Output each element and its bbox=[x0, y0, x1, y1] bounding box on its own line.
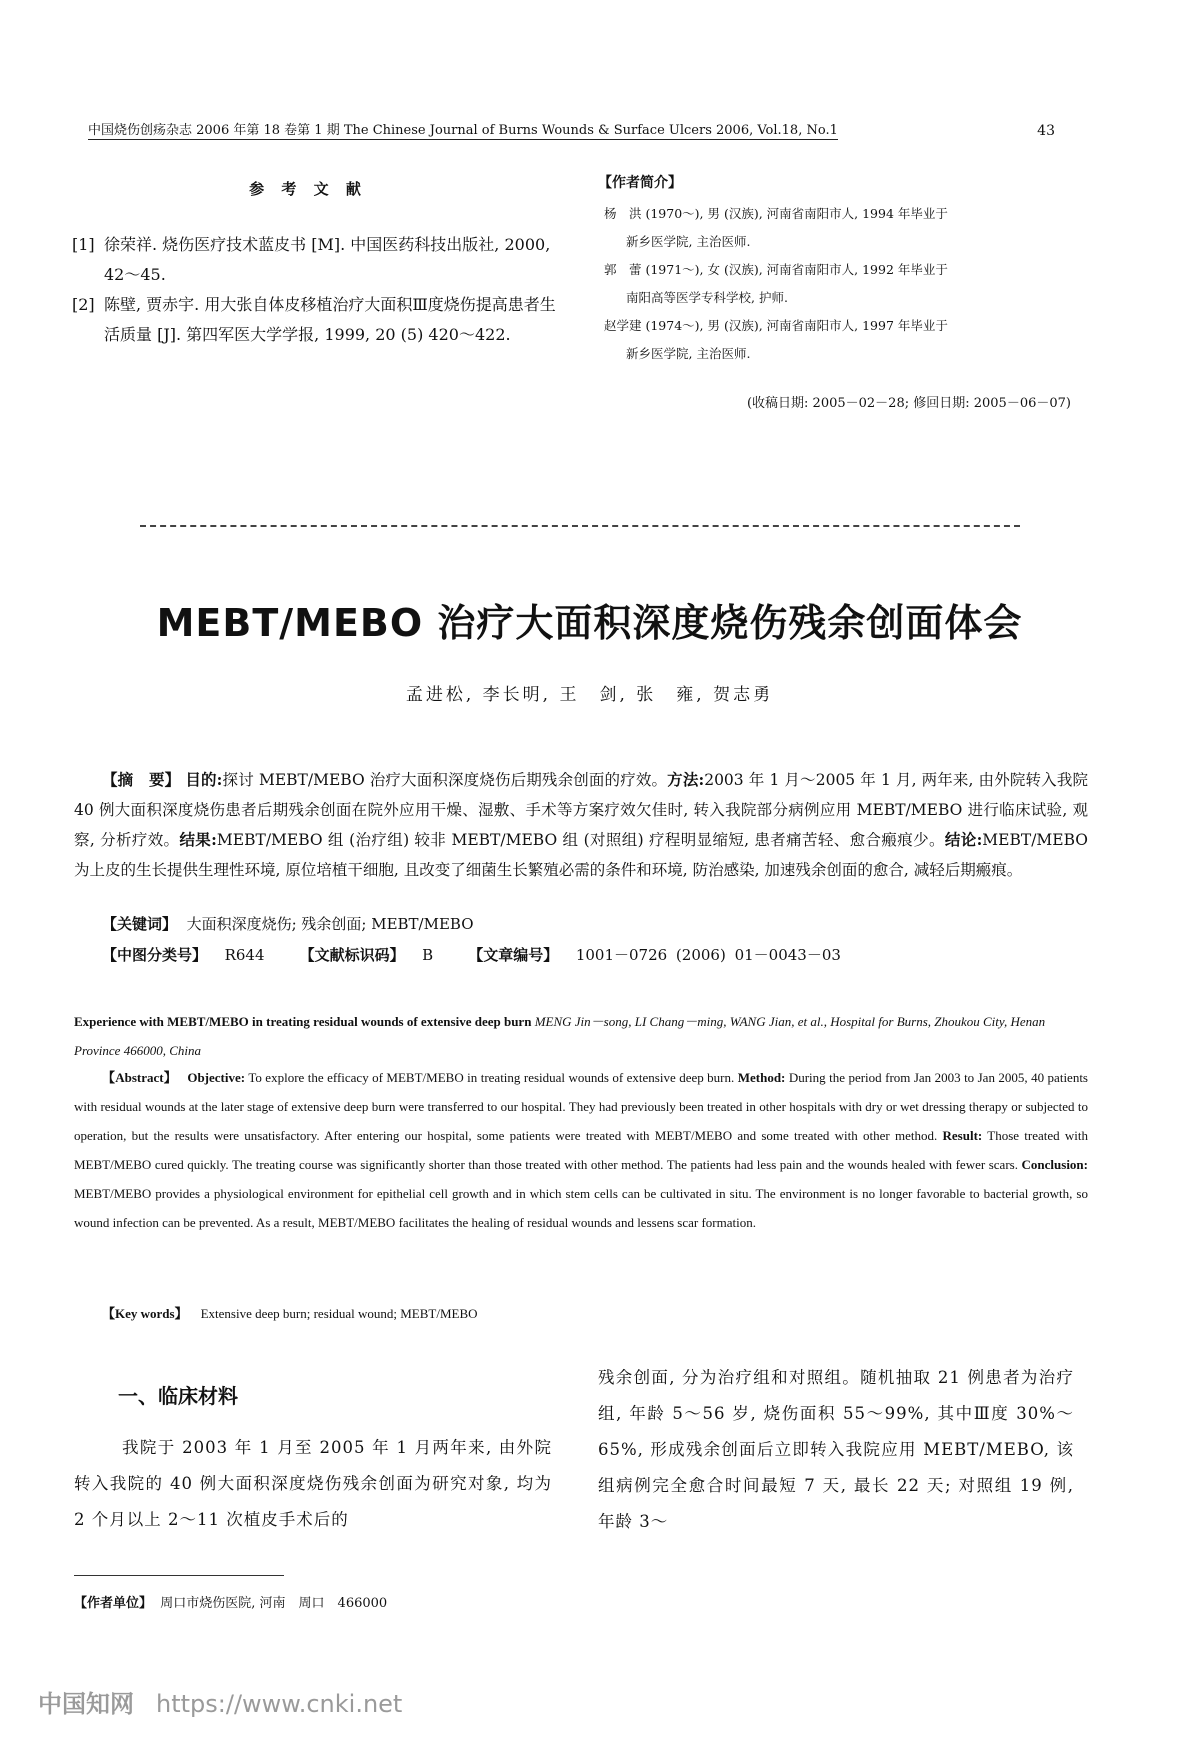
section-divider bbox=[140, 525, 1020, 529]
author-bio-line: 郭 蕾 (1971～), 女 (汉族), 河南省南阳市人, 1992 年毕业于 bbox=[604, 262, 948, 277]
method-text: 2003 年 1 月～2005 年 1 月, 两年来, 由外院转入我院 40 例大面积深度烧伤患者后期残余创面在院外应用干燥、湿敷、手术等方案疗效欠佳时, 转入我院部分病例应用 MEBT/MEBO 进行临床试验, 观察, 分析疗效。 bbox=[74, 771, 1088, 849]
reference-text: 徐荣祥. 烧伤医疗技术蓝皮书 [M]. 中国医药科技出版社, 2000, 42～45. bbox=[104, 235, 551, 284]
author-bio-title: 【作者简介】 bbox=[598, 175, 682, 191]
conclusion-label: 结论: bbox=[944, 830, 983, 849]
footnote-rule bbox=[74, 1575, 284, 1576]
reference-item bbox=[72, 290, 562, 350]
english-title-block bbox=[74, 1007, 1088, 1065]
english-abstract bbox=[74, 1063, 1088, 1237]
author-unit bbox=[74, 1592, 387, 1611]
author-bio-item bbox=[604, 256, 1084, 312]
english-result-text: Those treated with MEBT/MEBO cured quickly. The treating course was significantly shorter than those treated with other method. The patients had less pain and the wounds healed with fewer scars. bbox=[74, 1128, 1089, 1172]
reference-number: [1] bbox=[72, 235, 95, 254]
conclusion-text: MEBT/MEBO 为上皮的生长提供生理性环境, 原位培植干细胞, 且改变了细菌生长繁殖必需的条件和环境, 防治感染, 加速残余创面的愈合, 减轻后期瘢痕。 bbox=[74, 831, 1089, 879]
received-dates: (收稿日期: 2005－02－28; 修回日期: 2005－06－07) bbox=[746, 396, 1071, 411]
result-text: MEBT/MEBO 组 (治疗组) 较非 MEBT/MEBO 组 (对照组) 疗程明显缩短, 患者痛苦轻、愈合瘢痕少。 bbox=[216, 831, 945, 849]
clc-label: 【中图分类号】 bbox=[102, 946, 208, 964]
doc-code-label: 【文献标识码】 bbox=[299, 946, 405, 964]
english-keywords bbox=[102, 1303, 478, 1322]
article-authors: 孟进松, 李长明, 王 剑, 张 雍, 贺志勇 bbox=[405, 685, 774, 705]
objective-text: 探讨 MEBT/MEBO 治疗大面积深度烧伤后期残余创面的疗效。 bbox=[222, 771, 668, 789]
author-bio-line: 新乡医学院, 主治医师. bbox=[626, 234, 751, 249]
english-keywords-label: 【Key words】 bbox=[102, 1306, 188, 1321]
english-objective-text: To explore the efficacy of MEBT/MEBO in treating residual wounds of extensive deep burn. bbox=[248, 1070, 735, 1085]
author-bio-item bbox=[604, 200, 1084, 256]
author-bio-list bbox=[604, 200, 1084, 368]
abstract-label: 【摘 要】 bbox=[102, 770, 181, 789]
keywords-label: 【关键词】 bbox=[102, 915, 178, 933]
english-method-text: During the period from Jan 2003 to Jan 2005, 40 patients with residual wounds at the later stage of extensive deep burn were transferred to our hospital. They had previously been treated in other hospitals with dry or wet dressing therapy or subjected to operation, but the results were unsatisfactory. After entering our hospital, some patients were treated with MEBT/MEBO and some treated with other method. bbox=[74, 1070, 1088, 1143]
objective-label: 目的: bbox=[185, 770, 223, 789]
abstract-cn bbox=[74, 765, 1088, 885]
keywords-text: 大面积深度烧伤; 残余创面; MEBT/MEBO bbox=[186, 915, 474, 933]
body-text-right: 残余创面, 分为治疗组和对照组。随机抽取 21 例患者为治疗组, 年龄 5～56 岁, 烧伤面积 55～99%, 其中Ⅲ度 30%～65%, 形成残余创面后立即转入我院应用 MEBT/MEBO, 该组病例完全愈合时间最短 7 天, 最长 22 天; 对照组 19 例, 年龄 3～ bbox=[598, 1368, 1074, 1531]
cnki-logo: 中国知网 bbox=[38, 1690, 134, 1718]
running-header: 中国烧伤创疡杂志 2006 年第 18 卷第 1 期 The Chinese Journal of Burns Wounds & Surface Ulcers 2006, Vol.18, No.1 bbox=[88, 123, 838, 138]
author-bio-item bbox=[604, 312, 1084, 368]
english-keywords-text: Extensive deep burn; residual wound; MEBT/MEBO bbox=[200, 1306, 478, 1321]
body-text-left: 我院于 2003 年 1 月至 2005 年 1 月两年来, 由外院转入我院的 40 例大面积深度烧伤残余创面为研究对象, 均为 2 个月以上 2～11 次植皮手术后的 bbox=[74, 1438, 552, 1529]
author-unit-text: 周口市烧伤医院, 河南 周口 466000 bbox=[160, 1596, 388, 1611]
cnki-watermark bbox=[38, 1684, 402, 1719]
keywords-cn bbox=[102, 913, 474, 934]
english-method-label: Method: bbox=[737, 1070, 786, 1085]
english-objective-label: Objective: bbox=[187, 1070, 246, 1085]
english-abstract-label: 【Abstract】 bbox=[102, 1070, 177, 1085]
english-conclusion-text: MEBT/MEBO provides a physiological environment for epithelial cell growth and in which stem cells can be cultivated in situ. The environment is no longer favorable to bacterial growth, so wound infection can be prevented. As a result, MEBT/MEBO facilitates the healing of residual wounds and lessens scar formation. bbox=[74, 1186, 1088, 1230]
english-title: Experience with MEBT/MEBO in treating residual wounds of extensive deep burn bbox=[74, 1014, 532, 1029]
references-title: 参 考 文 献 bbox=[249, 180, 367, 198]
english-authors: MENG Jin－song, LI Chang－ming, WANG Jian, et al., Hospital for Burns, Zhoukou City, Henan Province 466000, China bbox=[74, 1014, 1046, 1058]
method-label: 方法: bbox=[667, 770, 705, 789]
article-title: MEBT/MEBO 治疗大面积深度烧伤残余创面体会 bbox=[156, 601, 1023, 645]
article-number-value: 1001－0726 (2006) 01－0043－03 bbox=[575, 946, 841, 964]
result-label: 结果: bbox=[179, 830, 217, 849]
author-bio-line: 赵学建 (1974～), 男 (汉族), 河南省南阳市人, 1997 年毕业于 bbox=[604, 318, 948, 333]
author-bio-line: 杨 洪 (1970～), 男 (汉族), 河南省南阳市人, 1994 年毕业于 bbox=[604, 206, 948, 221]
doc-code-value: B bbox=[422, 946, 434, 964]
section-heading: 一、临床材料 bbox=[118, 1384, 238, 1408]
reference-item bbox=[72, 230, 562, 290]
article-number-label: 【文章编号】 bbox=[468, 946, 559, 964]
classification-line bbox=[102, 944, 841, 965]
english-result-label: Result: bbox=[942, 1128, 983, 1143]
author-unit-label: 【作者单位】 bbox=[74, 1596, 153, 1611]
page-number: 43 bbox=[1037, 123, 1055, 139]
author-bio-line: 南阳高等医学专科学校, 护师. bbox=[626, 290, 788, 305]
references-list bbox=[72, 230, 562, 350]
english-conclusion-label: Conclusion: bbox=[1021, 1157, 1088, 1172]
reference-number: [2] bbox=[72, 295, 95, 314]
author-bio-line: 新乡医学院, 主治医师. bbox=[626, 346, 751, 361]
reference-text: 陈壁, 贾赤宇. 用大张自体皮移植治疗大面积Ⅲ度烧伤提高患者生活质量 [J]. 第四军医大学学报, 1999, 20 (5) 420～422. bbox=[104, 295, 556, 344]
clc-value: R644 bbox=[224, 946, 265, 964]
cnki-url: https://www.cnki.net bbox=[156, 1690, 403, 1718]
